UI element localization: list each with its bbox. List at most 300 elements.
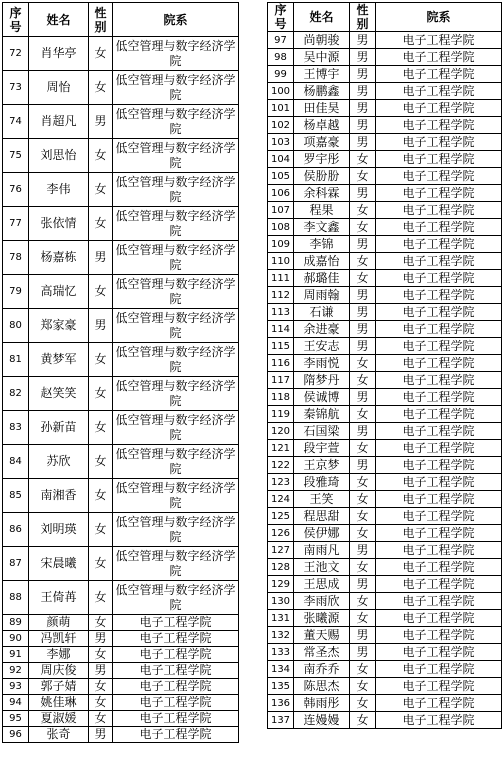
row-number: 88 xyxy=(3,581,29,615)
row-number: 89 xyxy=(3,615,29,631)
student-name: 张奇 xyxy=(29,727,89,743)
student-gender: 女 xyxy=(89,695,113,711)
student-gender: 男 xyxy=(350,627,376,644)
student-department: 电子工程学院 xyxy=(376,32,502,49)
row-number: 108 xyxy=(268,219,294,236)
row-number: 100 xyxy=(268,83,294,100)
student-gender: 女 xyxy=(350,270,376,287)
student-gender: 女 xyxy=(350,202,376,219)
student-gender: 男 xyxy=(350,321,376,338)
row-number: 83 xyxy=(3,411,29,445)
row-number: 137 xyxy=(268,712,294,729)
student-name: 董天赐 xyxy=(294,627,350,644)
row-number: 99 xyxy=(268,66,294,83)
student-gender: 男 xyxy=(350,644,376,661)
row-number: 124 xyxy=(268,491,294,508)
student-department: 低空管理与数字经济学院 xyxy=(113,445,239,479)
student-name: 李锦 xyxy=(294,236,350,253)
row-number: 94 xyxy=(3,695,29,711)
row-number: 114 xyxy=(268,321,294,338)
student-name: 罗宇彤 xyxy=(294,151,350,168)
student-department: 电子工程学院 xyxy=(376,219,502,236)
row-number: 72 xyxy=(3,37,29,71)
table-row xyxy=(268,440,502,457)
row-number: 82 xyxy=(3,377,29,411)
table-row xyxy=(268,542,502,559)
student-gender: 女 xyxy=(350,661,376,678)
row-number: 130 xyxy=(268,593,294,610)
row-number: 119 xyxy=(268,406,294,423)
student-gender: 男 xyxy=(350,338,376,355)
student-department: 电子工程学院 xyxy=(376,372,502,389)
table-row xyxy=(3,173,239,207)
row-number: 101 xyxy=(268,100,294,117)
table-row xyxy=(3,615,239,631)
row-number: 106 xyxy=(268,185,294,202)
student-department: 电子工程学院 xyxy=(376,542,502,559)
table-row xyxy=(3,343,239,377)
student-name: 郝璐佳 xyxy=(294,270,350,287)
student-gender: 男 xyxy=(89,663,113,679)
student-department: 低空管理与数字经济学院 xyxy=(113,309,239,343)
student-name: 余科霖 xyxy=(294,185,350,202)
table-row xyxy=(268,202,502,219)
header-number: 序 号 xyxy=(268,3,294,32)
student-department: 电子工程学院 xyxy=(376,100,502,117)
student-department: 电子工程学院 xyxy=(376,185,502,202)
table-row xyxy=(3,679,239,695)
student-name: 周怡 xyxy=(29,71,89,105)
student-name: 李雨悦 xyxy=(294,355,350,372)
student-department: 电子工程学院 xyxy=(376,406,502,423)
student-gender: 女 xyxy=(350,559,376,576)
row-number: 133 xyxy=(268,644,294,661)
student-department: 低空管理与数字经济学院 xyxy=(113,343,239,377)
student-name: 王安志 xyxy=(294,338,350,355)
header-gender: 性 别 xyxy=(350,3,376,32)
student-name: 侯诚博 xyxy=(294,389,350,406)
row-number: 123 xyxy=(268,474,294,491)
student-name: 田佳昊 xyxy=(294,100,350,117)
student-name: 韩雨彤 xyxy=(294,695,350,712)
student-gender: 男 xyxy=(350,185,376,202)
row-number: 111 xyxy=(268,270,294,287)
student-name: 王池文 xyxy=(294,559,350,576)
student-department: 电子工程学院 xyxy=(376,66,502,83)
table-row xyxy=(3,139,239,173)
table-row xyxy=(268,491,502,508)
header-row xyxy=(268,3,502,32)
row-number: 112 xyxy=(268,287,294,304)
table-row xyxy=(3,445,239,479)
table-row xyxy=(268,644,502,661)
student-gender: 女 xyxy=(89,513,113,547)
student-name: 常圣杰 xyxy=(294,644,350,661)
student-department: 电子工程学院 xyxy=(376,389,502,406)
table-row xyxy=(3,631,239,647)
row-number: 110 xyxy=(268,253,294,270)
row-number: 96 xyxy=(3,727,29,743)
student-name: 南乔乔 xyxy=(294,661,350,678)
student-department: 电子工程学院 xyxy=(376,610,502,627)
table-row xyxy=(3,479,239,513)
row-number: 78 xyxy=(3,241,29,275)
student-gender: 男 xyxy=(89,241,113,275)
student-name: 郑家豪 xyxy=(29,309,89,343)
student-gender: 男 xyxy=(350,49,376,66)
student-name: 项嘉豪 xyxy=(294,134,350,151)
student-gender: 男 xyxy=(350,117,376,134)
student-gender: 女 xyxy=(89,679,113,695)
table-row xyxy=(3,411,239,445)
table-row xyxy=(268,270,502,287)
table-row xyxy=(268,219,502,236)
student-department: 低空管理与数字经济学院 xyxy=(113,547,239,581)
row-number: 73 xyxy=(3,71,29,105)
student-department: 电子工程学院 xyxy=(376,695,502,712)
student-name: 杨卓越 xyxy=(294,117,350,134)
student-department: 电子工程学院 xyxy=(376,287,502,304)
table-row xyxy=(268,372,502,389)
student-department: 电子工程学院 xyxy=(376,593,502,610)
roster-table-left xyxy=(2,2,239,743)
row-number: 104 xyxy=(268,151,294,168)
student-gender: 女 xyxy=(89,647,113,663)
student-department: 低空管理与数字经济学院 xyxy=(113,411,239,445)
student-department: 电子工程学院 xyxy=(113,663,239,679)
student-name: 余进豪 xyxy=(294,321,350,338)
table-row xyxy=(268,610,502,627)
student-department: 电子工程学院 xyxy=(376,644,502,661)
row-number: 80 xyxy=(3,309,29,343)
student-department: 电子工程学院 xyxy=(376,627,502,644)
student-name: 肖超凡 xyxy=(29,105,89,139)
student-gender: 女 xyxy=(89,139,113,173)
table-row xyxy=(268,474,502,491)
row-number: 76 xyxy=(3,173,29,207)
student-department: 电子工程学院 xyxy=(376,712,502,729)
row-number: 107 xyxy=(268,202,294,219)
student-department: 低空管理与数字经济学院 xyxy=(113,377,239,411)
student-department: 低空管理与数字经济学院 xyxy=(113,513,239,547)
table-row xyxy=(268,661,502,678)
student-department: 低空管理与数字经济学院 xyxy=(113,581,239,615)
student-gender: 女 xyxy=(89,71,113,105)
student-name: 肖华亭 xyxy=(29,37,89,71)
student-department: 电子工程学院 xyxy=(113,679,239,695)
student-name: 段雅琦 xyxy=(294,474,350,491)
table-row xyxy=(3,647,239,663)
table-row xyxy=(268,134,502,151)
student-gender: 女 xyxy=(350,219,376,236)
table-row xyxy=(268,389,502,406)
table-row xyxy=(268,593,502,610)
student-name: 程思甜 xyxy=(294,508,350,525)
table-row xyxy=(3,663,239,679)
student-department: 电子工程学院 xyxy=(113,647,239,663)
student-department: 电子工程学院 xyxy=(376,117,502,134)
student-department: 电子工程学院 xyxy=(376,423,502,440)
student-gender: 女 xyxy=(89,343,113,377)
student-gender: 女 xyxy=(350,491,376,508)
student-name: 秦锦航 xyxy=(294,406,350,423)
student-department: 电子工程学院 xyxy=(376,491,502,508)
table-row xyxy=(3,105,239,139)
student-gender: 女 xyxy=(89,479,113,513)
table-row xyxy=(268,525,502,542)
table-row xyxy=(3,513,239,547)
student-name: 苏欣 xyxy=(29,445,89,479)
student-name: 李娜 xyxy=(29,647,89,663)
student-name: 夏淑媛 xyxy=(29,711,89,727)
student-gender: 女 xyxy=(350,372,376,389)
student-gender: 男 xyxy=(350,287,376,304)
student-name: 冯凯轩 xyxy=(29,631,89,647)
table-row xyxy=(268,355,502,372)
student-name: 侯朌朌 xyxy=(294,168,350,185)
student-name: 尚朝骏 xyxy=(294,32,350,49)
row-number: 91 xyxy=(3,647,29,663)
student-gender: 男 xyxy=(350,389,376,406)
student-department: 电子工程学院 xyxy=(376,661,502,678)
row-number: 134 xyxy=(268,661,294,678)
row-number: 86 xyxy=(3,513,29,547)
student-name: 刘明瑛 xyxy=(29,513,89,547)
student-name: 宋晨曦 xyxy=(29,547,89,581)
student-department: 低空管理与数字经济学院 xyxy=(113,241,239,275)
student-department: 电子工程学院 xyxy=(113,727,239,743)
table-row xyxy=(268,253,502,270)
row-number: 117 xyxy=(268,372,294,389)
student-gender: 男 xyxy=(350,83,376,100)
table-row xyxy=(268,100,502,117)
student-gender: 女 xyxy=(89,547,113,581)
row-number: 126 xyxy=(268,525,294,542)
student-department: 电子工程学院 xyxy=(376,576,502,593)
student-name: 黄梦军 xyxy=(29,343,89,377)
header-number: 序 号 xyxy=(3,3,29,37)
table-row xyxy=(268,695,502,712)
table-row xyxy=(3,207,239,241)
student-gender: 女 xyxy=(350,593,376,610)
student-gender: 男 xyxy=(350,576,376,593)
row-number: 136 xyxy=(268,695,294,712)
student-name: 王思成 xyxy=(294,576,350,593)
student-gender: 女 xyxy=(89,445,113,479)
student-gender: 女 xyxy=(89,207,113,241)
row-number: 122 xyxy=(268,457,294,474)
table-row xyxy=(3,241,239,275)
student-name: 颜萌 xyxy=(29,615,89,631)
row-number: 77 xyxy=(3,207,29,241)
student-gender: 女 xyxy=(350,508,376,525)
student-gender: 女 xyxy=(350,712,376,729)
student-gender: 男 xyxy=(350,423,376,440)
student-department: 低空管理与数字经济学院 xyxy=(113,37,239,71)
student-department: 电子工程学院 xyxy=(376,440,502,457)
student-gender: 女 xyxy=(350,695,376,712)
student-gender: 男 xyxy=(89,631,113,647)
table-row xyxy=(268,168,502,185)
student-name: 王京梦 xyxy=(294,457,350,474)
student-name: 南雨凡 xyxy=(294,542,350,559)
row-number: 105 xyxy=(268,168,294,185)
table-row xyxy=(268,627,502,644)
row-number: 95 xyxy=(3,711,29,727)
row-number: 75 xyxy=(3,139,29,173)
student-department: 电子工程学院 xyxy=(376,355,502,372)
table-row xyxy=(268,151,502,168)
student-gender: 女 xyxy=(350,610,376,627)
table-row xyxy=(268,83,502,100)
student-department: 电子工程学院 xyxy=(376,270,502,287)
table-row xyxy=(268,117,502,134)
student-gender: 女 xyxy=(350,440,376,457)
student-name: 成嘉怡 xyxy=(294,253,350,270)
student-name: 石国梁 xyxy=(294,423,350,440)
student-name: 南湘香 xyxy=(29,479,89,513)
header-department: 院系 xyxy=(113,3,239,37)
student-name: 杨鹏鑫 xyxy=(294,83,350,100)
row-number: 135 xyxy=(268,678,294,695)
row-number: 129 xyxy=(268,576,294,593)
row-number: 85 xyxy=(3,479,29,513)
row-number: 102 xyxy=(268,117,294,134)
table-row xyxy=(3,71,239,105)
student-name: 李伟 xyxy=(29,173,89,207)
header-name: 姓名 xyxy=(29,3,89,37)
student-name: 李雨欣 xyxy=(294,593,350,610)
table-row xyxy=(268,457,502,474)
student-department: 电子工程学院 xyxy=(113,711,239,727)
student-name: 郭子婧 xyxy=(29,679,89,695)
table-row xyxy=(3,547,239,581)
header-department: 院系 xyxy=(376,3,502,32)
student-gender: 女 xyxy=(350,355,376,372)
table-row xyxy=(268,559,502,576)
student-department: 电子工程学院 xyxy=(376,508,502,525)
student-name: 杨嘉栋 xyxy=(29,241,89,275)
student-department: 低空管理与数字经济学院 xyxy=(113,173,239,207)
student-name: 王博宇 xyxy=(294,66,350,83)
table-row xyxy=(268,678,502,695)
student-department: 低空管理与数字经济学院 xyxy=(113,479,239,513)
table-row xyxy=(268,304,502,321)
row-number: 109 xyxy=(268,236,294,253)
student-gender: 女 xyxy=(89,615,113,631)
row-number: 98 xyxy=(268,49,294,66)
student-department: 电子工程学院 xyxy=(376,321,502,338)
table-row xyxy=(268,338,502,355)
header-gender: 性 别 xyxy=(89,3,113,37)
student-department: 电子工程学院 xyxy=(376,236,502,253)
student-department: 电子工程学院 xyxy=(376,559,502,576)
table-row xyxy=(3,581,239,615)
student-department: 低空管理与数字经济学院 xyxy=(113,105,239,139)
row-number: 79 xyxy=(3,275,29,309)
student-gender: 女 xyxy=(350,168,376,185)
student-gender: 男 xyxy=(350,32,376,49)
student-department: 电子工程学院 xyxy=(376,151,502,168)
table-row xyxy=(268,508,502,525)
table-row xyxy=(3,711,239,727)
table-row xyxy=(268,406,502,423)
student-gender: 男 xyxy=(350,457,376,474)
student-name: 赵笑笑 xyxy=(29,377,89,411)
student-department: 低空管理与数字经济学院 xyxy=(113,71,239,105)
table-row xyxy=(268,32,502,49)
student-name: 石谦 xyxy=(294,304,350,321)
student-gender: 男 xyxy=(89,727,113,743)
student-gender: 女 xyxy=(89,173,113,207)
table-row xyxy=(268,66,502,83)
row-number: 74 xyxy=(3,105,29,139)
student-department: 低空管理与数字经济学院 xyxy=(113,207,239,241)
student-department: 电子工程学院 xyxy=(113,615,239,631)
row-number: 81 xyxy=(3,343,29,377)
row-number: 118 xyxy=(268,389,294,406)
table-row xyxy=(268,712,502,729)
student-gender: 女 xyxy=(89,37,113,71)
student-department: 低空管理与数字经济学院 xyxy=(113,139,239,173)
header-row xyxy=(3,3,239,37)
student-department: 电子工程学院 xyxy=(376,678,502,695)
student-name: 周庆俊 xyxy=(29,663,89,679)
student-name: 李文鑫 xyxy=(294,219,350,236)
table-row xyxy=(268,321,502,338)
row-number: 132 xyxy=(268,627,294,644)
student-name: 周雨翰 xyxy=(294,287,350,304)
student-gender: 男 xyxy=(350,304,376,321)
row-number: 93 xyxy=(3,679,29,695)
row-number: 131 xyxy=(268,610,294,627)
student-name: 张曦源 xyxy=(294,610,350,627)
student-gender: 男 xyxy=(350,134,376,151)
student-gender: 女 xyxy=(89,275,113,309)
student-department: 电子工程学院 xyxy=(376,168,502,185)
row-number: 113 xyxy=(268,304,294,321)
student-gender: 男 xyxy=(350,66,376,83)
student-department: 电子工程学院 xyxy=(376,134,502,151)
student-name: 孙新苗 xyxy=(29,411,89,445)
student-name: 段宇萱 xyxy=(294,440,350,457)
table-row xyxy=(268,49,502,66)
row-number: 127 xyxy=(268,542,294,559)
table-row xyxy=(3,727,239,743)
student-department: 电子工程学院 xyxy=(113,631,239,647)
row-number: 103 xyxy=(268,134,294,151)
table-row xyxy=(268,185,502,202)
table-row xyxy=(268,576,502,593)
student-name: 张依情 xyxy=(29,207,89,241)
row-number: 120 xyxy=(268,423,294,440)
student-department: 电子工程学院 xyxy=(376,253,502,270)
student-gender: 男 xyxy=(89,105,113,139)
student-gender: 女 xyxy=(350,525,376,542)
student-gender: 男 xyxy=(350,236,376,253)
student-gender: 女 xyxy=(350,406,376,423)
student-gender: 女 xyxy=(350,474,376,491)
student-name: 隋梦丹 xyxy=(294,372,350,389)
student-department: 低空管理与数字经济学院 xyxy=(113,275,239,309)
row-number: 92 xyxy=(3,663,29,679)
row-number: 97 xyxy=(268,32,294,49)
student-gender: 女 xyxy=(350,151,376,168)
student-department: 电子工程学院 xyxy=(376,49,502,66)
student-gender: 女 xyxy=(350,678,376,695)
row-number: 115 xyxy=(268,338,294,355)
row-number: 125 xyxy=(268,508,294,525)
